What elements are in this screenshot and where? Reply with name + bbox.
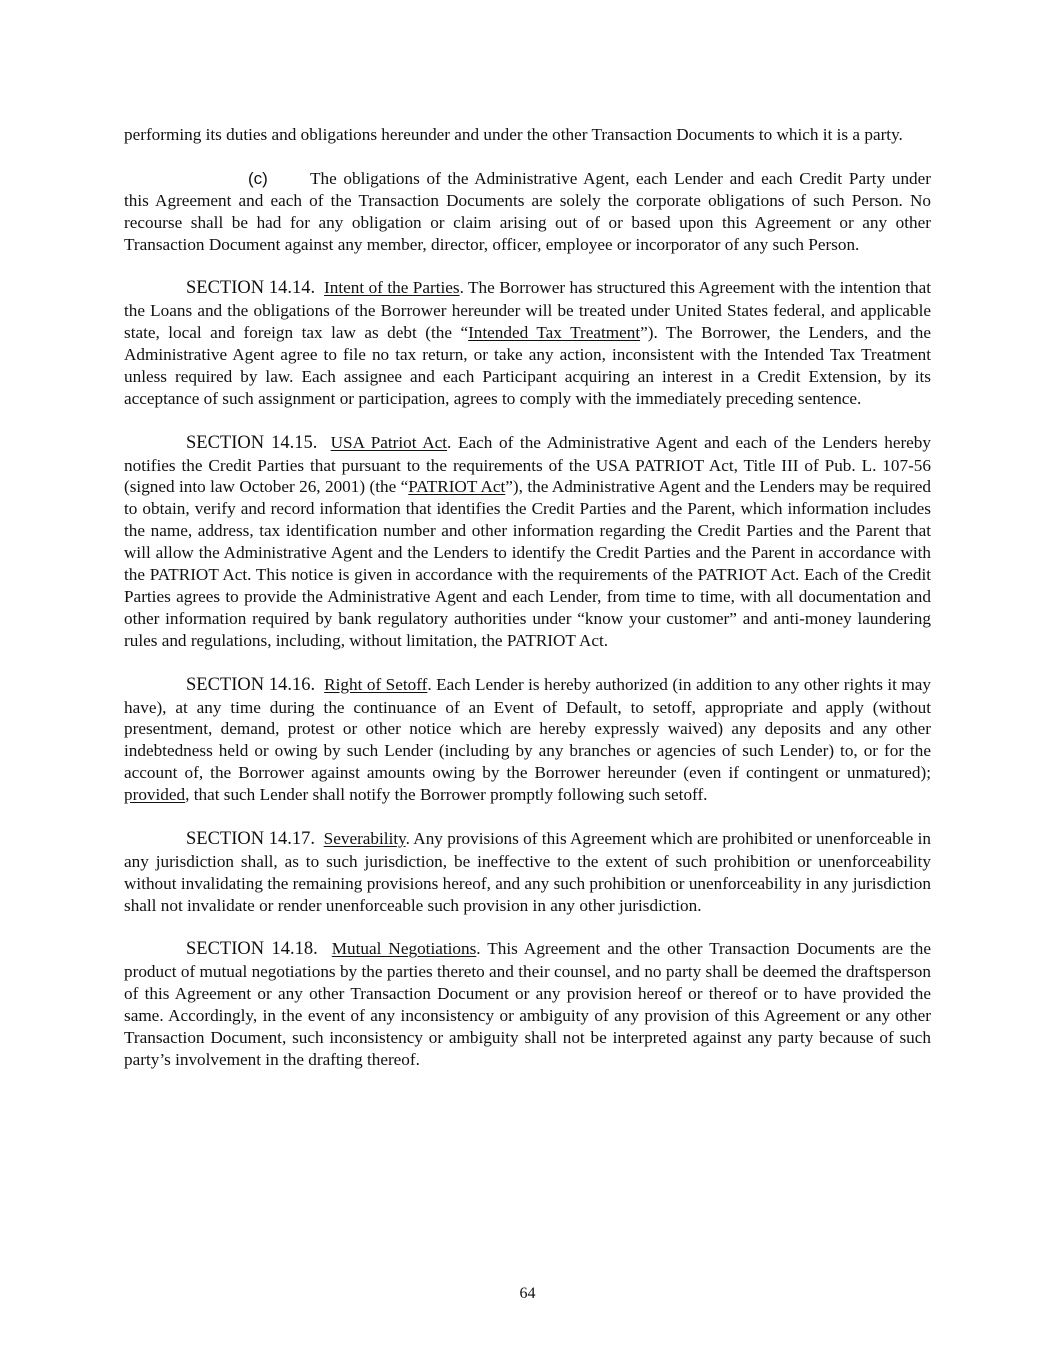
section-title: USA Patriot Act: [330, 432, 448, 452]
page-number: 64: [519, 1285, 536, 1302]
section-14-18: [124, 938, 931, 1070]
section-text: . The Borrower has structured this Agreement with the intention that the Loans and the obligations of the Borrower hereunder will be treated under United States federal, and applicable state, local and foreign tax law as debt (the “: [124, 278, 931, 343]
section-14-15: [124, 432, 931, 652]
section-number: SECTION 14.14.: [186, 278, 316, 299]
paragraph-text: performing its duties and obligations hereunder and under the other Transaction Documents to which it is a party.: [124, 125, 903, 144]
defined-term: PATRIOT Act: [408, 477, 506, 497]
paragraph-continuation: [124, 124, 931, 146]
section-title: Intent of the Parties: [324, 278, 460, 298]
section-number: SECTION 14.15.: [186, 432, 318, 453]
section-14-14: [124, 277, 931, 409]
section-text: . Each Lender is hereby authorized (in addition to any other rights it may have), at any time during the continuance of an Event of Default, to setoff, appropriate and apply (without presentment, demand, protest or other notice which are hereby expressly waived) any deposits and any other indebtedness held or owing by such Lender (including by any branches or agencies of such Lender) to, or for the account of, the Borrower against amounts owing by the Borrower hereunder (even if contingent or unmatured);: [124, 674, 932, 783]
section-title: Right of Setoff: [324, 674, 428, 694]
paragraph-c: [124, 168, 931, 256]
section-14-17: [124, 828, 931, 917]
defined-term: Intended Tax Treatment: [468, 323, 641, 343]
section-number: SECTION 14.17.: [186, 828, 316, 849]
section-number: SECTION 14.18.: [186, 939, 318, 960]
section-title: Mutual Negotiations: [331, 939, 477, 959]
section-title: Severability: [323, 828, 406, 848]
section-text: . Each of the Administrative Agent and each of the Lenders hereby notifies the Credit Parties that pursuant to the requirements of the USA PATRIOT Act, Title III of Pub. L. 107-56 (signed into law October 26, 2001) (the “: [124, 432, 931, 497]
document-page: [124, 124, 931, 1071]
section-text: ”), the Administrative Agent and the Lenders may be required to obtain, verify and record information that identifies the Credit Parties and the Parent, which information includes the name, address, tax identification number and other information regarding the Credit Parties and the Parent that will allow the Administrative Agent and the Lenders to identify the Credit Parties and the Parent in accordance with the PATRIOT Act. This notice is given in accordance with the requirements of the PATRIOT Act. Each of the Credit Parties agrees to provide the Administrative Agent and each Lender, from time to time, with all documentation and other information required by bank regulatory authorities under “know your customer” and anti-money laundering rules and regulations, including, without limitation, the PATRIOT Act.: [124, 477, 931, 650]
section-text: . This Agreement and the other Transaction Documents are the product of mutual negotiations by the parties thereto and their counsel, and no party shall be deemed the draftsperson of this Agreement or any other Transaction Document or any provision hereof or thereof or to have provided the same. Accordingly, in the event of any inconsistency or ambiguity of any provision of this Agreement or any other Transaction Document, such inconsistency or ambiguity shall not be interpreted against any party because of such party’s involvement in the drafting thereof.: [124, 939, 932, 1069]
section-text: , that such Lender shall notify the Borrower promptly following such setoff.: [185, 785, 708, 805]
defined-term: provided: [124, 785, 186, 805]
section-14-16: [124, 674, 931, 806]
section-text: ”). The Borrower, the Lenders, and the Administrative Agent agree to file no tax return, or take any action, inconsistent with the Intended Tax Treatment unless required by law. Each assignee and each Participant acquiring an interest in a Credit Extension, by its acceptance of such assignment or participation, agrees to comply with the immediately preceding sentence.: [124, 323, 931, 408]
section-number: SECTION 14.16.: [186, 674, 316, 695]
clause-marker: (c): [248, 168, 268, 188]
paragraph-text: The obligations of the Administrative Agent, each Lender and each Credit Party under this Agreement and each of the Transaction Documents are solely the corporate obligations of such Person. No recourse shall be had for any obligation or claim arising out of or based upon this Agreement or any other Transaction Document against any member, director, officer, employee or incorporator of any such Person.: [124, 168, 931, 254]
section-text: . Any provisions of this Agreement which are prohibited or unenforceable in any jurisdiction shall, as to such jurisdiction, be ineffective to the extent of such prohibition or unenforceability without invalidating the remaining provisions hereof, and any such prohibition or unenforceability in any jurisdiction shall not invalidate or render unenforceable such provision in any other jurisdiction.: [124, 828, 931, 915]
